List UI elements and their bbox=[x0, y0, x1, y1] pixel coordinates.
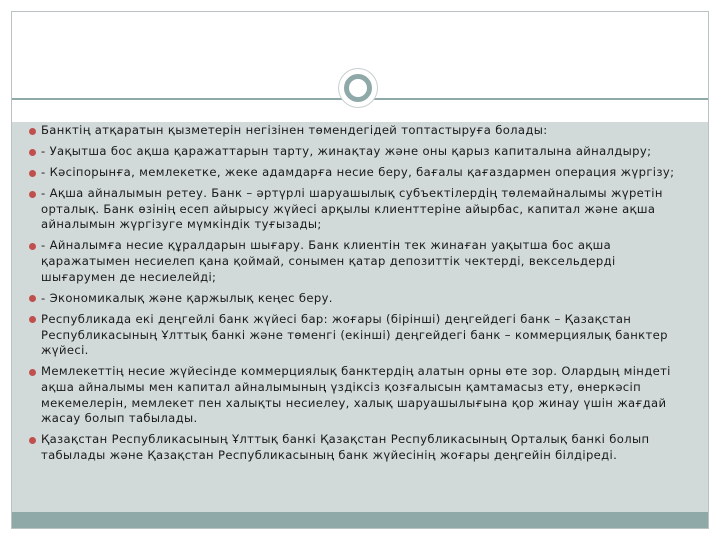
list-item bbox=[18, 186, 678, 233]
bullet-dot-icon bbox=[29, 191, 36, 198]
bullet-dot-icon bbox=[29, 316, 36, 323]
list-item bbox=[18, 144, 678, 160]
list-item-text: - Ақша айналымын ретеу. Банк – әртүрлі шаруашылық субъектілердің төлемайналымы жүретін орталық. Банк өзінің есеп айырысу жүйесі арқылы клиенттеріне айырбас, капитал және ақша айналымын жүргізуге мүмкіндік туғызады; bbox=[41, 186, 663, 232]
bullet-dot-icon bbox=[29, 128, 36, 135]
bullet-dot-icon bbox=[29, 149, 36, 156]
list-item-text: - Уақытша бос ақша қаражаттарын тарту, жинақтау және оны қарыз капиталына айналдыру; bbox=[41, 144, 652, 158]
bullet-dot-icon bbox=[29, 369, 36, 376]
list-item bbox=[18, 165, 678, 181]
list-item bbox=[18, 432, 678, 463]
footer-bar bbox=[12, 512, 708, 528]
list-item bbox=[18, 364, 678, 427]
list-item bbox=[18, 123, 678, 139]
bullet-dot-icon bbox=[29, 170, 36, 177]
list-item-text: Банктің атқаратын қызметерін негізінен төмендегідей топтастыруға болады: bbox=[41, 123, 548, 137]
list-item bbox=[18, 312, 678, 359]
list-item-text: - Айналымға несие құралдарын шығару. Банк клиентін тек жинаған уақытша бос ақша қаражатымен несиелеп қана қоймай, сонымен қатар депозиттік чектерді, вексельдерді шығарумен де несиелейді; bbox=[41, 238, 616, 284]
list-item bbox=[18, 291, 678, 307]
bullet-dot-icon bbox=[29, 243, 36, 250]
list-item-text: - Кәсіпорынға, мемлекетке, жеке адамдарға несие беру, бағалы қағаздармен операция жүргізу; bbox=[41, 165, 675, 179]
list-item-text: Қазақстан Республикасының Ұлттық банкі Қазақстан Республикасының Орталық банкі болып табылады және Қазақстан Республикасының банк жүйесінің жоғары деңгейін білдіреді. bbox=[41, 432, 650, 463]
list-item-text: - Экономикалық және қаржылық кеңес беру. bbox=[41, 290, 333, 305]
bullet-dot-icon bbox=[29, 437, 36, 444]
bullet-list bbox=[18, 123, 678, 469]
list-item-text: Мемлекеттің несие жүйесінде коммерциялық банктердің алатын орны өте зор. Олардың міндеті ақша айналымы мен капитал айналымының үздіксіз қозғалысын қамтамасыз ету, өнеркәсіп мекемелерін, мемлекет пен халықты несиелеу, халық шаруашылығына қор жинау үшін жағдай жасау болып табылады. bbox=[41, 364, 671, 426]
list-item-text: Республикада екі деңгейлі банк жүйесі бар: жоғары (бірінші) деңгейдегі банк – Қазақстан Республикасының Ұлттық банкі және төменгі (екінші) деңгейдегі банк – коммерциялық банктер жүйесі. bbox=[41, 311, 668, 358]
list-item bbox=[18, 238, 678, 285]
circle-ornament-icon bbox=[339, 69, 377, 107]
bullet-dot-icon bbox=[29, 295, 36, 302]
